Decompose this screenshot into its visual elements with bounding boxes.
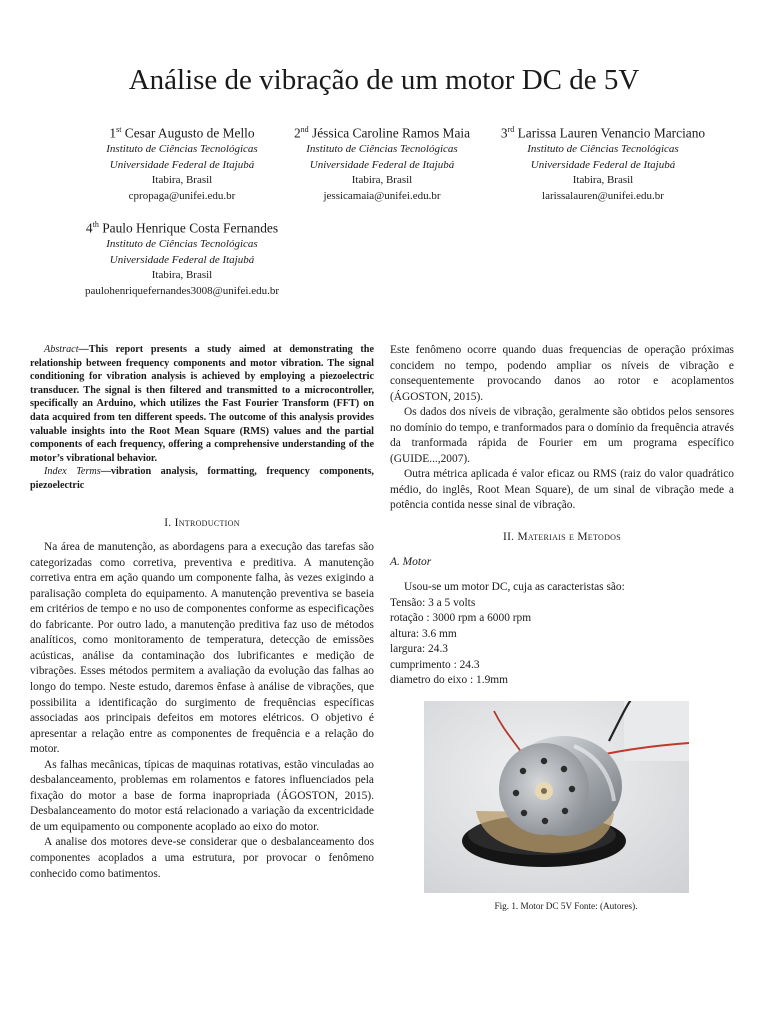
body-paragraph: Este fenômeno ocorre quando duas frequencias de operação próximas concidem no tempo, podendo ampliar os níveis de vibração e consequentemente provocando danos ao rotor e acoplamentos (ÁGOSTON, 2015). (390, 344, 734, 403)
author-email: jessicamaia@unifei.edu.br (323, 189, 441, 202)
author-institute: Instituto de Ciências Tecnológicas (527, 143, 679, 156)
spec-line: cumprimento : 24.3 (390, 658, 480, 671)
subsection-heading-motor: A. Motor (390, 555, 432, 568)
author-email: paulohenriquefernandes3008@unifei.edu.br (84, 284, 279, 297)
author-city: Itabira, Brasil (572, 174, 634, 187)
section-heading-materiais: II. Materiais e Metodos (503, 531, 621, 544)
paper-title: Análise de vibração de um motor DC de 5V (128, 64, 640, 96)
author-email: cpropaga@unifei.edu.br (128, 189, 236, 202)
body-paragraph: Outra métrica aplicada é valor eficaz ou RMS (raiz do valor quadrático médio, do inglês, Root Mean Square), de um sinal de vibração mede a potência contida nesse sinal de vibração. (390, 468, 734, 512)
author-name: 3rd Larissa Lauren Venancio Marciano (500, 125, 706, 141)
spec-line: diametro do eixo : 1.9mm (390, 674, 508, 687)
abstract-text: —This report presents a study aimed at demonstrating the relationship between frequency components and motor vibration. The signal conditioning for vibration analysis is achieved by employing a piezoelectric transducer. The signal is then filtered and transmitted to a microcontroller, specifically an Arduino, which utilizes the Fast Fourier Transform (FFT) on data acquired from ten different speeds. The outcome of this analysis provides valuable insights into the Root Mean Square (RMS) values and the partial components of each frequency, offering a comprehensive understanding of the motor’s vibrational behavior. (30, 344, 374, 464)
author-institute: Instituto de Ciências Tecnológicas (306, 143, 458, 156)
author-city: Itabira, Brasil (151, 269, 213, 282)
motor-photo (424, 701, 689, 893)
index-terms (30, 465, 374, 492)
author-university: Universidade Federal de Itajubá (530, 158, 676, 171)
intro-paragraph: A analise dos motores deve-se considerar que o desbalanceamento dos componentes acoplados a uma estrutura, por provocar o fenômeno conhecido como batimentos. (30, 836, 374, 880)
abstract (30, 343, 374, 465)
author-institute: Instituto de Ciências Tecnológicas (106, 238, 258, 251)
motor-intro: Usou-se um motor DC, cuja as caracteristas são: (404, 581, 625, 594)
author-name: 2nd Jéssica Caroline Ramos Maia (293, 125, 471, 141)
intro-paragraph: Na área de manutenção, as abordagens para a execução das tarefas são categorizadas como corretiva, preventiva e preditiva. A manutenção corretiva entra em ação quando um componente falha, às vezes exigindo a paralisação completa do equipamento. A manutenção preventiva se baseia em critérios de tempo e no uso de componentes conforme as especificações do fabricante. Por outro lado, a manutenção preditiva faz uso de métodos analíticos, como monitoramento de temperatura, detecção de emissões acústicas, análise da contaminação dos lubrificantes e medição de vibrações. Esses métodos permitem a avaliação da evolução das falhas ao longo do tempo. Neste estudo, daremos ênfase à análise de vibrações, que possibilita a identificação do surgimento de frequências específicas associadas aos principais defeitos em motores elétricos. O objetivo é apresentar a relação entre as componentes de frequência e a relação do motor. (30, 541, 374, 756)
spec-line: rotação : 3000 rpm a 6000 rpm (390, 612, 532, 625)
index-terms-text: —vibration analysis, formatting, frequency components, piezoelectric (30, 466, 374, 491)
abstract-label: Abstract (44, 344, 79, 355)
author-block-4 (42, 215, 322, 299)
author-name: 4th Paulo Henrique Costa Fernandes (85, 220, 279, 236)
figure-caption: Fig. 1. Motor DC 5V Fonte: (Autores). (494, 901, 638, 911)
spec-line: Tensão: 3 a 5 volts (390, 596, 476, 609)
author-city: Itabira, Brasil (351, 174, 413, 187)
author-block-3 (478, 120, 728, 204)
author-university: Universidade Federal de Itajubá (109, 253, 255, 266)
left-column (30, 343, 374, 882)
body-paragraph: Os dados dos níveis de vibração, geralmente são obtidos pelos sensores no domínio do tempo, e tranformados para o domínio da frequência através da tranformada rápida de Fourier em um programa específico (GUIDE...,2007). (390, 406, 734, 465)
author-university: Universidade Federal de Itajubá (309, 158, 455, 171)
author-name: 1st Cesar Augusto de Mello (109, 125, 255, 141)
spec-line: altura: 3.6 mm (390, 627, 457, 640)
section-heading-introduction: I. Introduction (164, 516, 240, 529)
intro-paragraph: As falhas mecânicas, típicas de maquinas rotativas, estão vinculadas ao desbalanceamento, problemas em rolamentos e fatores influenciados pela fixação do motor a base de forma inapropriada (ÁGOSTON, 2015). Desbalanceamento do motor está relacionado a variação da excentricidade de um equipamento ou componente acoplado ao eixo do motor. (30, 758, 374, 833)
spec-line: largura: 24.3 (390, 643, 448, 656)
author-city: Itabira, Brasil (151, 174, 213, 187)
author-block-2 (262, 120, 502, 204)
author-university: Universidade Federal de Itajubá (109, 158, 255, 171)
author-institute: Instituto de Ciências Tecnológicas (106, 143, 258, 156)
right-column (390, 343, 734, 689)
author-email: larissalauren@unifei.edu.br (542, 189, 664, 202)
index-terms-label: Index Terms (44, 466, 101, 478)
motor-illustration (424, 701, 689, 893)
